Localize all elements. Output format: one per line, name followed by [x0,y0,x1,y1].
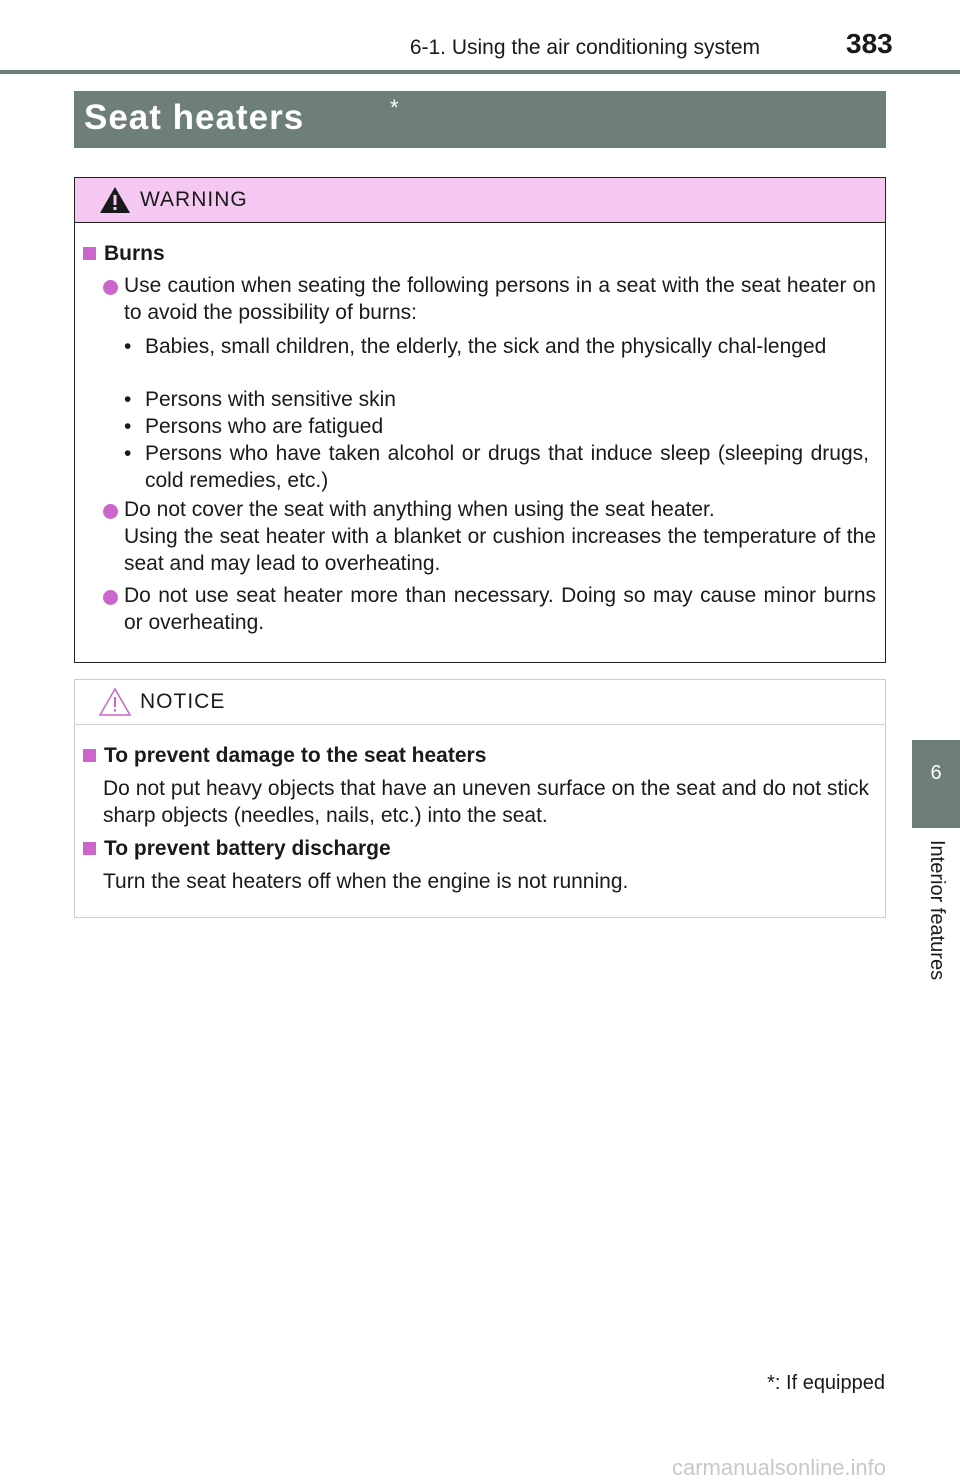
warning-bullet-2-detail: Using the seat heater with a blanket or cushion increases the temperature of the seat and may lead to overheating. [124,525,876,575]
warning-section-heading [83,242,165,266]
warning-bullet-1: Use caution when seating the following persons in a seat with the seat heater on to avoid the possibility of burns: [124,274,876,324]
notice-section-text-2: Turn the seat heaters off when the engine is not running. [103,870,629,893]
round-bullet-icon [103,504,118,519]
warning-label: WARNING [140,188,248,211]
footnote-text: : If equipped [774,1372,885,1394]
footnote [767,1372,885,1395]
header-rule [0,70,960,74]
warning-triangle-icon [98,184,132,216]
footnote-asterisk: * [767,1372,775,1394]
square-bullet-icon [83,247,96,260]
notice-section-heading-2: To prevent battery discharge [83,837,391,861]
warning-box [74,177,886,663]
warning-bullet-2: Do not cover the seat with anything when using the seat heater. [124,498,715,521]
warning-sub-item-1: • Babies, small children, the elderly, the sick and the physically chal-lenged [124,335,827,358]
warning-sub-item-2: • Persons with sensitive skin [124,388,396,411]
notice-box [74,679,886,918]
round-bullet-icon [103,590,118,605]
chapter-tab [912,740,960,828]
chapter-label: Interior features [926,840,948,981]
square-bullet-icon [83,842,96,855]
notice-label: NOTICE [140,690,226,713]
round-bullet-icon [103,280,118,295]
chapter-label-container [912,832,960,1002]
notice-section-heading-1: To prevent damage to the seat heaters [83,744,486,768]
page-number: 383 [846,28,893,59]
warning-section-title: Burns [104,242,165,265]
watermark: carmanualsonline.info [672,1455,887,1480]
page-title: Seat heaters [84,98,305,137]
notice-section-text-1: Do not put heavy objects that have an uneven surface on the seat and do not stick sharp objects (needles, nails, etc.) into the seat. [103,777,869,827]
square-bullet-icon [83,749,96,762]
chapter-number: 6 [930,762,942,784]
title-asterisk: * [390,95,399,120]
running-header: 6-1. Using the air conditioning system [409,36,760,59]
warning-header [75,178,885,223]
warning-bullet-3: Do not use seat heater more than necessary. Doing so may cause minor burns or overheating. [124,584,876,634]
section-title-bar [74,91,886,148]
warning-sub-item-4: • Persons who have taken alcohol or drugs that induce sleep (sleeping drugs, cold remedies, etc.) [124,442,869,492]
notice-triangle-icon [98,686,132,718]
warning-sub-item-3: • Persons who are fatigued [124,415,384,438]
notice-header [75,680,885,725]
